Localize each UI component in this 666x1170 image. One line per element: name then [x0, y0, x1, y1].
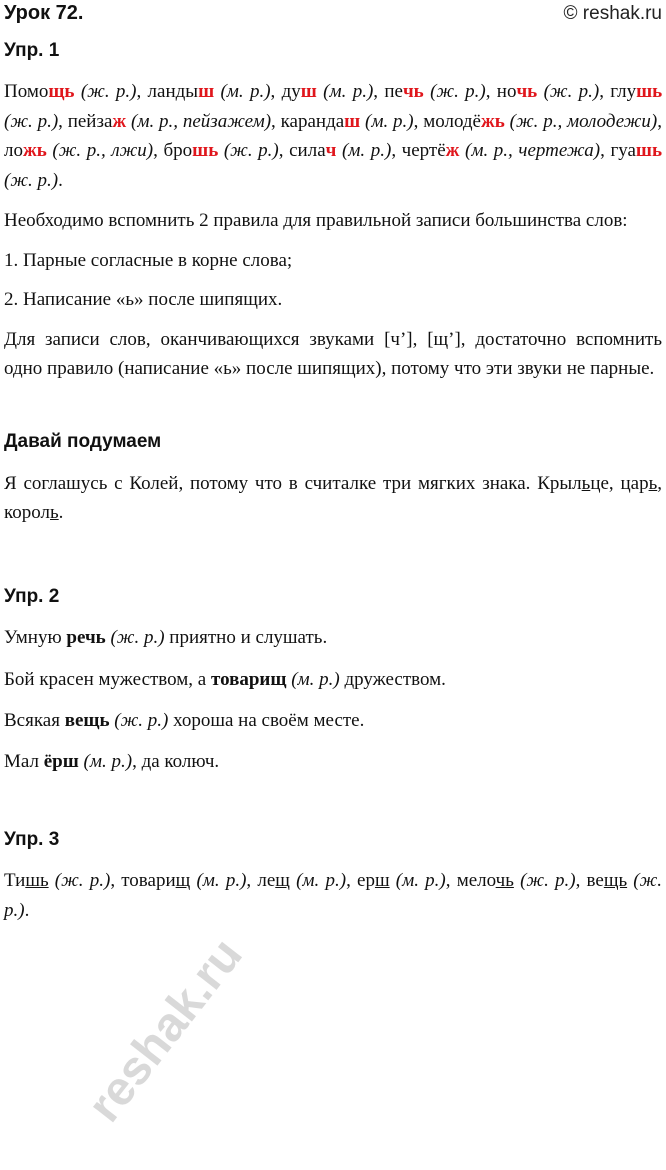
word-ending: ш	[374, 870, 390, 892]
word-entry: молодёжь (ж. р., молодежи),	[423, 110, 662, 132]
think-word-2: царь,	[620, 472, 662, 494]
word-entry: пейзаж (м. р., пейзажем),	[67, 110, 281, 132]
grammar-note: (м. р.)	[341, 140, 392, 162]
grammar-note: (м. р., пейзажем)	[131, 110, 272, 132]
exercise-1-conclusion: Для записи слов, оканчивающихся звуками [ч’], [щ’], достаточно вспомнить одно правило (написание «ь» после шипящих), потому что эти звуки не парные.	[4, 328, 662, 379]
highlighted-word: товарищ	[211, 668, 287, 690]
word-entry: силач (м. р.),	[289, 140, 402, 162]
word-entry: печь (ж. р.),	[384, 81, 497, 103]
grammar-note: (ж. р.)	[430, 81, 486, 103]
word-entry: чертёж (м. р., чертежа),	[401, 140, 611, 162]
grammar-note: (м. р., чертежа)	[465, 140, 601, 162]
word-ending: щ	[175, 870, 191, 892]
think-word-1: Крыльце,	[537, 472, 621, 494]
proverb-line: Всякая вещь (ж. р.) хороша на своём месте.	[4, 710, 365, 731]
grammar-note: (м. р.)	[220, 81, 271, 103]
proverb-line: Бой красен мужеством, а товарищ (м. р.) дружеством.	[4, 668, 446, 690]
grammar-note: (ж. р., молодежи)	[509, 110, 658, 132]
highlighted-word: вещь	[64, 710, 110, 731]
word-entry: ерш (м. р.),	[357, 870, 457, 892]
word-ending: ш	[344, 110, 361, 132]
word-entry: душ (м. р.),	[281, 81, 385, 103]
word-ending: ж	[112, 110, 127, 132]
word-ending: шь	[192, 140, 219, 162]
think-word-3: король.	[4, 502, 64, 524]
grammar-note: (м. р.)	[291, 668, 340, 690]
word-ending: ш	[300, 81, 317, 103]
word-ending: чь	[495, 870, 514, 892]
rule-2: 2. Написание «ь» после шипящих.	[4, 289, 283, 311]
proverb-line: Мал ёрш (м. р.), да колюч.	[4, 751, 220, 773]
grammar-note: (ж. р.)	[110, 627, 165, 649]
word-entry: Помощь (ж. р.),	[4, 81, 148, 103]
word-entry: мелочь (ж. р.),	[456, 870, 587, 892]
word-ending: щь	[603, 870, 628, 892]
watermark-logo: reshak.ru	[77, 928, 253, 1132]
highlighted-word: ёрш	[43, 751, 79, 773]
word-ending: шь	[635, 140, 663, 162]
grammar-note: (ж. р.)	[54, 870, 111, 892]
grammar-note: (м. р.)	[296, 870, 347, 892]
word-ending: чь	[516, 81, 538, 103]
page-header	[4, 0, 662, 24]
grammar-note: (ж. р.)	[4, 110, 59, 132]
exercise-2-title: Упр. 2	[4, 585, 60, 607]
word-entry: лещ (м. р.),	[257, 870, 358, 892]
highlighted-word: речь	[66, 627, 106, 649]
grammar-note: (ж. р.)	[543, 81, 600, 103]
exercise-1-word-list	[4, 77, 662, 195]
word-entry: ложь (ж. р., лжи),	[4, 140, 164, 162]
word-ending: шь	[636, 81, 663, 103]
think-answer	[4, 469, 662, 528]
exercise-3-title: Упр. 3	[4, 828, 60, 850]
word-entry: гуашь (ж. р.).	[4, 140, 663, 191]
word-ending: жь	[22, 140, 47, 162]
grammar-note: (ж. р., лжи)	[52, 140, 154, 162]
exercise-1-title: Упр. 1	[4, 40, 60, 61]
rule-1: 1. Парные согласные в корне слова;	[4, 249, 293, 271]
grammar-note: (ж. р.)	[4, 870, 663, 921]
word-entry: карандаш (м. р.),	[280, 110, 424, 132]
word-ending: ж	[445, 140, 460, 162]
word-ending: щь	[48, 81, 75, 103]
exercise-2-lines	[4, 623, 662, 777]
grammar-note: (ж. р.)	[114, 710, 169, 731]
grammar-note: (м. р.)	[365, 110, 414, 132]
grammar-note: (м. р.)	[83, 751, 133, 773]
grammar-note: (ж. р.)	[4, 169, 59, 191]
grammar-note: (м. р.)	[196, 870, 247, 892]
word-entry: Тишь (ж. р.),	[4, 870, 122, 892]
word-entry: глушь (ж. р.),	[4, 81, 663, 132]
site-credit: © reshak.ru	[563, 3, 662, 24]
grammar-note: (м. р.)	[395, 870, 446, 892]
word-entry: брошь (ж. р.),	[163, 140, 290, 162]
word-ending: шь	[25, 870, 49, 892]
think-text: Я соглашусь с Колей, потому что в считалке три мягких знака.	[4, 472, 531, 494]
think-title: Давай подумаем	[4, 431, 162, 453]
word-ending: чь	[402, 81, 424, 103]
word-entry: ночь (ж. р.),	[496, 81, 611, 103]
word-ending: щ	[275, 870, 290, 892]
grammar-note: (ж. р.)	[80, 81, 137, 103]
proverb-line: Умную речь (ж. р.) приятно и слушать.	[4, 627, 328, 649]
grammar-note: (м. р.)	[323, 81, 374, 103]
word-ending: ш	[198, 81, 215, 103]
rules-intro: Необходимо вспомнить 2 правила для правильной записи большинства слов:	[4, 210, 628, 232]
lesson-title: Урок 72.	[4, 2, 84, 24]
word-ending: ч	[325, 140, 337, 162]
word-ending: жь	[481, 110, 505, 132]
word-entry: товарищ (м. р.),	[121, 870, 258, 892]
word-entry: ландыш (м. р.),	[147, 81, 282, 103]
grammar-note: (ж. р.)	[520, 870, 576, 892]
exercise-3-word-list	[4, 866, 662, 925]
grammar-note: (ж. р.)	[223, 140, 279, 162]
word-entry: вещь (ж. р.).	[4, 870, 663, 921]
